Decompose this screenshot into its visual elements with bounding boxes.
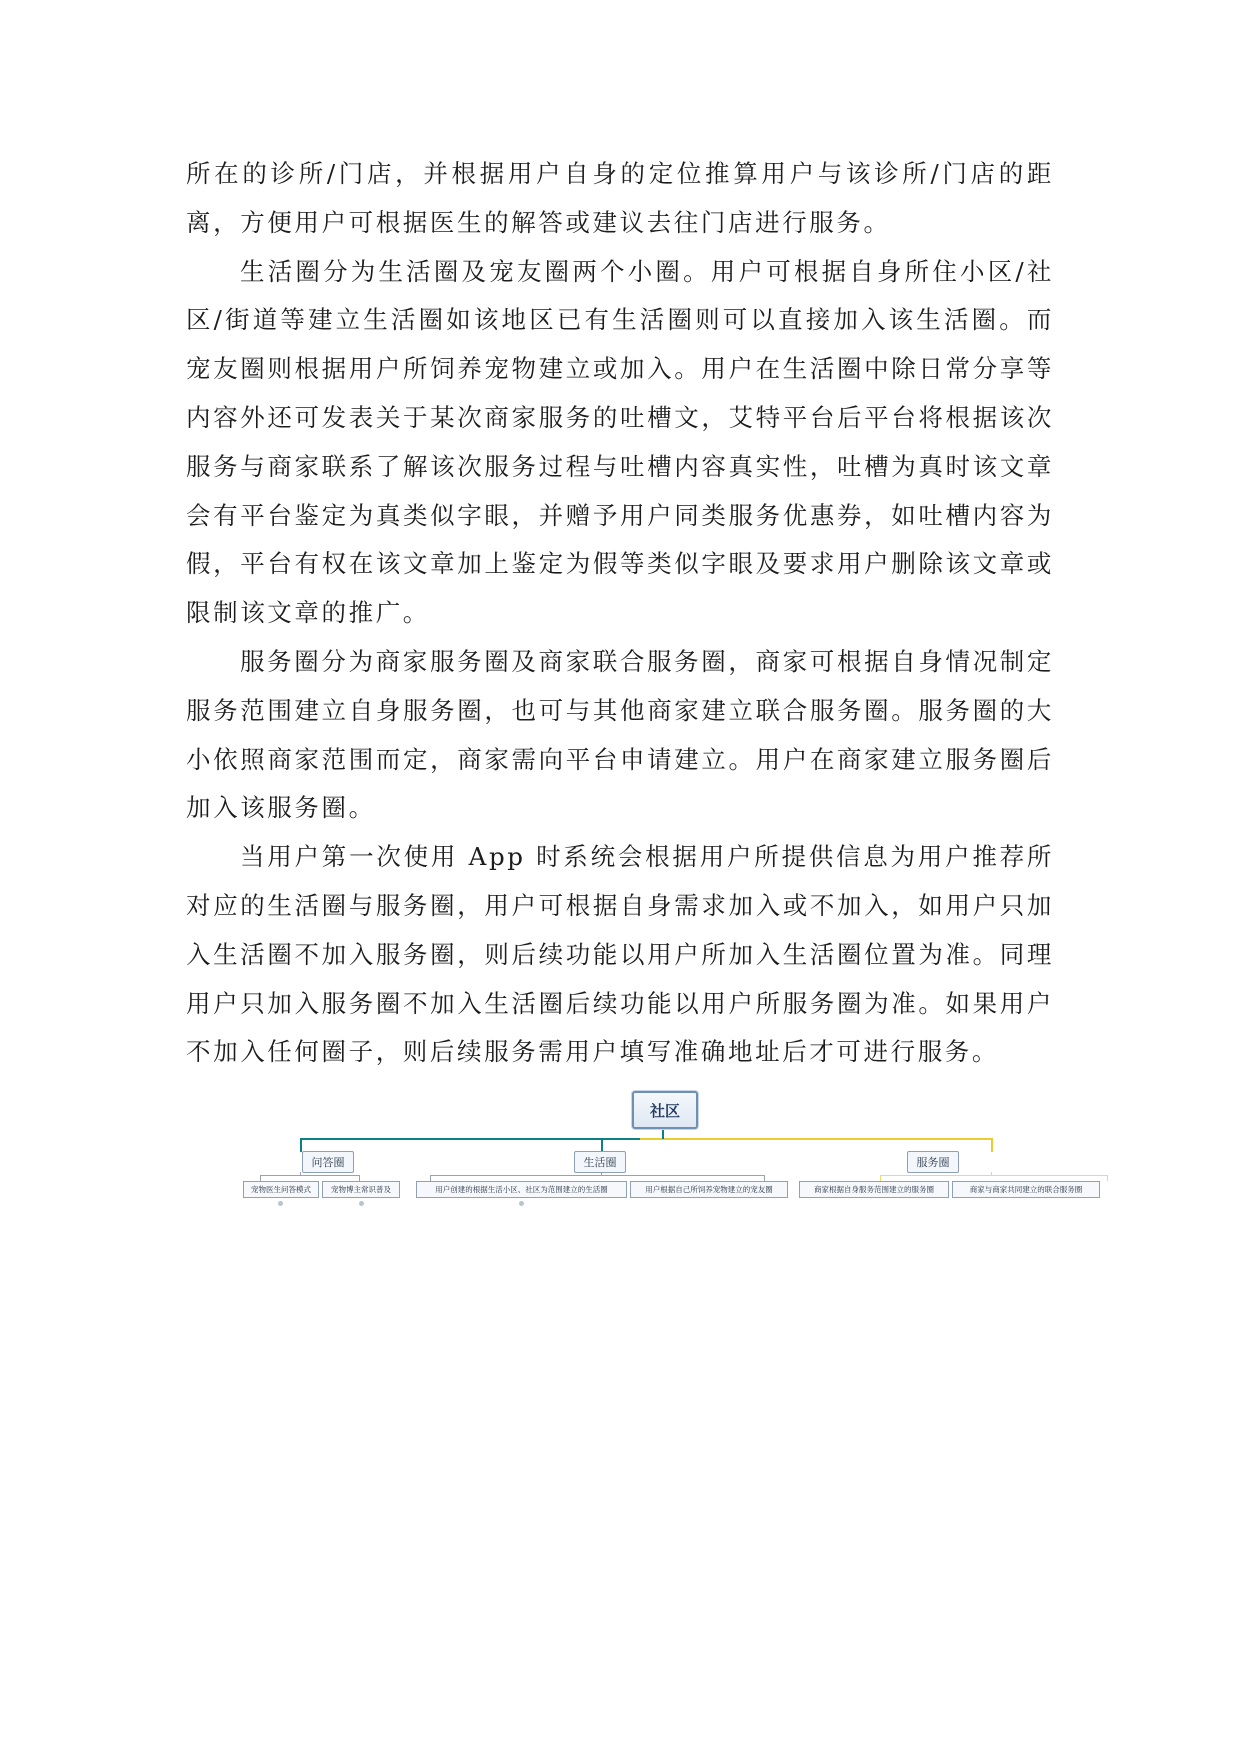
mindmap-expand-dot: [278, 1201, 283, 1206]
mindmap-leaf: 宠物医生问答模式: [243, 1181, 319, 1198]
mindmap-connector: [640, 1138, 992, 1140]
mindmap-branch-life: 生活圈: [574, 1151, 626, 1173]
mindmap-connector: [991, 1172, 992, 1176]
mindmap-branch-service: 服务圈: [907, 1151, 959, 1173]
mindmap-leaf: 用户根据自己所饲养宠物建立的宠友圈: [630, 1181, 788, 1198]
mindmap-branch-qa: 问答圈: [302, 1151, 354, 1173]
paragraph-life-circle: 生活圈分为生活圈及宠友圈两个小圈。用户可根据自身所住小区/社区/街道等建立生活圈如该地区已有生活圈则可以直接加入该生活圈。而宠友圈则根据用户所饲养宠物建立或加入。用户在生活圈中除日常分享等内容外还可发表关于某次商家服务的吐槽文，艾特平台后平台将根据该次服务与商家联系了解该次服务过程与吐槽内容真实性，吐槽为真时该文章会有平台鉴定为真类似字眼，并赠予用户同类服务优惠券，如吐槽内容为假，平台有权在该文章加上鉴定为假等类似字眼及要求用户删除该文章或限制该文章的推广。: [186, 256, 1054, 628]
mindmap-connector: [300, 1138, 640, 1140]
mindmap-leaf: 宠物博主常识普及: [322, 1181, 400, 1198]
paragraph-clinic-distance: 所在的诊所/门店，并根据用户自身的定位推算用户与该诊所/门店的距离，方便用户可根据医生的解答或建议去往门店进行服务。: [186, 159, 1054, 237]
mindmap-connector: [880, 1175, 1108, 1176]
mindmap-connector: [300, 1138, 302, 1152]
mindmap-connector: [991, 1138, 993, 1152]
mindmap-expand-dot: [359, 1201, 364, 1206]
mindmap-leaf: 商家根据自身服务范围建立的服务圈: [799, 1181, 949, 1198]
body-text: [186, 150, 1054, 1077]
mindmap-connector: [260, 1175, 360, 1176]
mindmap-connector: [662, 1128, 664, 1139]
community-mindmap: [240, 1090, 1090, 1230]
mindmap-connector: [1107, 1175, 1108, 1181]
paragraph-service-circle: 服务圈分为商家服务圈及商家联合服务圈，商家可根据自身情况制定服务范围建立自身服务圈，也可与其他商家建立联合服务圈。服务圈的大小依照商家范围而定，商家需向平台申请建立。用户在商家建立服务圈后加入该服务圈。: [186, 646, 1054, 823]
mindmap-leaf: 商家与商家共同建立的联合服务圈: [952, 1181, 1100, 1198]
mindmap-root-node: 社区: [632, 1091, 698, 1129]
mindmap-expand-dot: [519, 1201, 524, 1206]
mindmap-connector: [300, 1172, 301, 1176]
mindmap-connector: [430, 1175, 765, 1176]
paragraph-first-use: 当用户第一次使用 App 时系统会根据用户所提供信息为用户推荐所对应的生活圈与服务圈，用户可根据自身需求加入或不加入，如用户只加入生活圈不加入服务圈，则后续功能以用户所加入生活圈位置为准。同理用户只加入服务圈不加入生活圈后续功能以用户所服务圈为准。如果用户不加入任何圈子，则后续服务需用户填写准确地址后才可进行服务。: [186, 842, 1054, 1067]
mindmap-connector: [601, 1138, 603, 1152]
mindmap-leaf: 用户创建的根据生活小区、社区为范围建立的生活圈: [416, 1181, 627, 1198]
